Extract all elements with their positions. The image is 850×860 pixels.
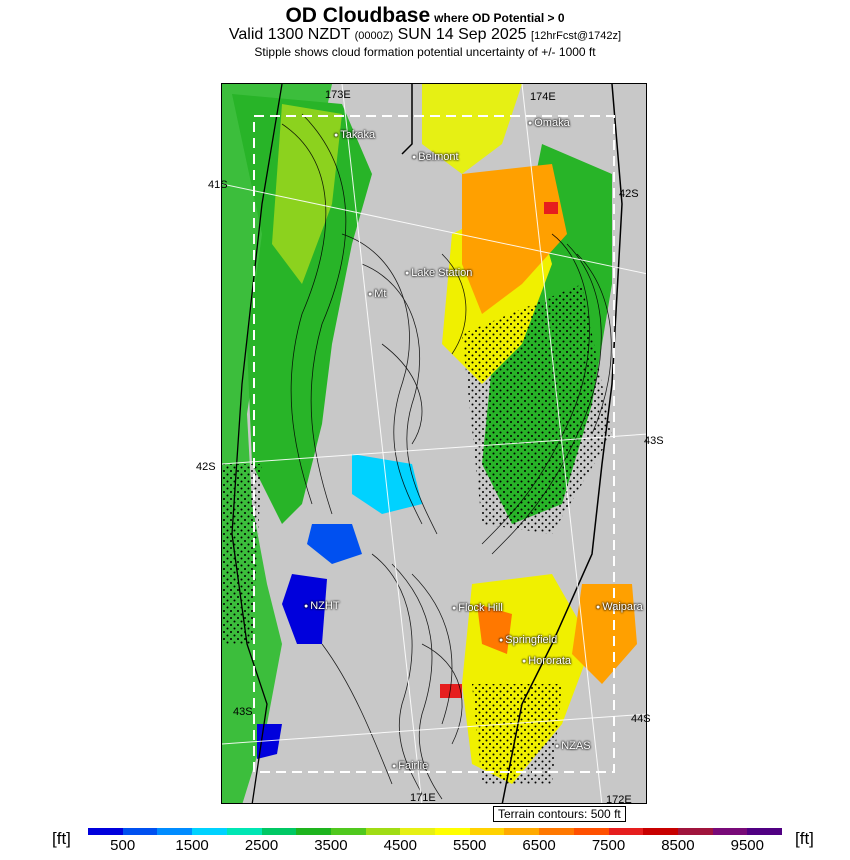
colorbar-swatch <box>574 828 609 835</box>
colorbar-tick-label: 4500 <box>383 837 417 854</box>
colorbar-swatch <box>435 828 470 835</box>
colorbar-swatch <box>504 828 539 835</box>
town-hororata[interactable]: ● Hororata <box>522 655 571 667</box>
colorbar-tick-label: 8500 <box>661 837 695 854</box>
colorbar-swatch <box>366 828 401 835</box>
colorbar-swatch <box>262 828 297 835</box>
lon-label-174e: 174E <box>530 91 556 103</box>
colorbar-swatch <box>192 828 227 835</box>
town-fairlie[interactable]: ● Fairlie <box>392 760 428 772</box>
colorbar-swatch <box>400 828 435 835</box>
town-waipara[interactable]: ● Waipara <box>596 601 643 613</box>
town-lake-station[interactable]: ● Lake Station <box>405 267 472 279</box>
lat-label-43s-west: 43S <box>233 706 253 718</box>
colorbar-swatch <box>713 828 748 835</box>
colorbar-unit-right: [ft] <box>795 829 814 848</box>
map-title: OD Cloudbase where OD Potential > 0 <box>285 4 565 27</box>
town-nzht[interactable]: ● NZHT <box>304 600 340 612</box>
lat-label-42s-west: 42S <box>196 461 216 473</box>
valid-date: SUN 14 Sep 2025 <box>397 26 527 43</box>
town-belmont[interactable]: ● Belmont <box>412 151 459 163</box>
town-flock-hill[interactable]: ● Flock Hill <box>452 602 503 614</box>
lon-label-172e: 172E <box>606 794 632 804</box>
colorbar-tick-label: 2500 <box>244 837 279 854</box>
forecast-tag: [12hrFcst@1742z] <box>531 30 622 42</box>
colorbar-swatch <box>88 828 123 835</box>
map-subtitle: Stipple shows cloud formation potential uncertainty of +/- 1000 ft <box>254 45 596 59</box>
colorbar-tick-label: 6500 <box>522 837 556 854</box>
colorbar-swatch <box>296 828 331 835</box>
colorbar-swatch <box>331 828 366 835</box>
town-mt[interactable]: ● Mt <box>368 288 386 300</box>
lon-label-173e: 173E <box>325 89 351 101</box>
blue-zone-mid <box>307 524 362 564</box>
town-springfield[interactable]: ● Springfield <box>499 634 557 646</box>
lat-label-41s: 41S <box>208 179 228 191</box>
map-canvas <box>222 84 647 804</box>
colorbar-tick-label: 1500 <box>175 837 209 854</box>
valid-zulu: (0000Z) <box>354 30 394 42</box>
lat-label-44s: 44S <box>631 713 651 725</box>
colorbar <box>88 828 782 835</box>
colorbar-tick-label: 5500 <box>453 837 487 854</box>
colorbar-unit-left: [ft] <box>52 829 71 848</box>
lat-label-43s-east: 43S <box>644 435 664 447</box>
red-spot-north <box>544 202 558 214</box>
terrain-contour-note: Terrain contours: 500 ft <box>493 806 626 822</box>
colorbar-swatch <box>747 828 782 835</box>
colorbar-tick-label: 3500 <box>314 837 348 854</box>
colorbar-swatch <box>678 828 713 835</box>
colorbar-tick-label: 9500 <box>730 837 764 854</box>
lon-label-171e: 171E <box>410 792 436 804</box>
colorbar-swatch <box>609 828 644 835</box>
colorbar-swatch <box>227 828 262 835</box>
title-suffix: where OD Potential > 0 <box>434 11 565 25</box>
lat-label-42s-east: 42S <box>619 188 639 200</box>
stipple-south <box>472 684 562 784</box>
cloudbase-map[interactable] <box>221 83 647 804</box>
colorbar-swatch <box>539 828 574 835</box>
valid-time: Valid 1300 NZDT (0000Z) SUN 14 Sep 2025 [12hrFcst@1742z] <box>228 26 622 43</box>
colorbar-swatch <box>643 828 678 835</box>
colorbar-swatch <box>157 828 192 835</box>
cyan-zone <box>352 454 422 514</box>
colorbar-tick-label: 500 <box>110 837 136 854</box>
colorbar-tick-label: 7500 <box>591 837 626 854</box>
colorbar-swatch <box>470 828 505 835</box>
town-omaka[interactable]: ● Omaka <box>528 117 570 129</box>
town-nzas[interactable]: ● NZAS <box>555 740 591 752</box>
town-takaka[interactable]: ● Takaka <box>334 129 375 141</box>
colorbar-swatch <box>123 828 158 835</box>
